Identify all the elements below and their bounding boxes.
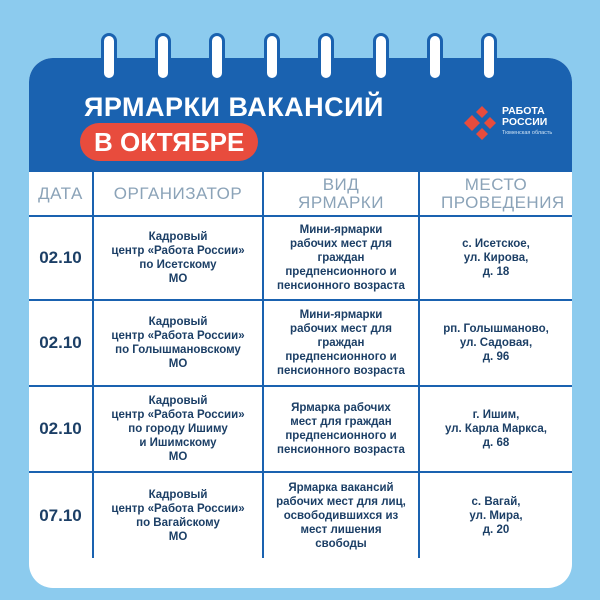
column-header-kind-label: ВИД ЯРМАРКИ [298, 174, 384, 212]
table-row [29, 300, 572, 386]
logo-title-line1: РАБОТА [502, 105, 545, 117]
organizer-cell-line: МО [168, 273, 188, 285]
logo-mark-icon [462, 106, 498, 140]
organizer-cell-line: Кадровый [148, 395, 208, 407]
place-cell-line: ул. Карла Маркса, [444, 423, 547, 435]
binder-ring [318, 33, 334, 81]
organizer-cell-line: по Голышмановскому [115, 344, 241, 356]
place-cell-line: ул. Садовая, [459, 337, 533, 349]
organizer-cell-line: центр «Работа России» [111, 409, 245, 421]
fair-kind-cell-line: Ярмарка рабочих [291, 402, 391, 414]
fair-kind-cell-line: свободы [315, 537, 367, 550]
table-row [29, 216, 572, 300]
binder-ring [373, 33, 389, 81]
binder-ring [209, 33, 225, 81]
fair-kind-cell-line: Мини-ярмарки [299, 309, 383, 321]
date-cell: 07.10 [29, 472, 93, 558]
fair-kind-cell-line: пенсионного возраста [277, 444, 405, 456]
date-cell: 02.10 [29, 216, 93, 300]
fair-kind-cell-line: пенсионного возраста [277, 280, 405, 292]
fair-kind-cell-line: рабочих мест для [290, 323, 392, 335]
organizer-cell-line: Кадровый [148, 316, 208, 328]
fair-kind-cell-line: пенсионного возраста [277, 365, 405, 377]
organizer-cell [93, 216, 263, 300]
page-title: ЯРМАРКИ ВАКАНСИЙ [84, 92, 384, 122]
column-header-place [419, 172, 572, 216]
fair-kind-cell [263, 386, 419, 472]
organizer-cell-line: Кадровый [148, 231, 208, 243]
place-cell [419, 472, 572, 558]
fair-kind-cell-line: освободившихся из [283, 509, 399, 522]
organizer-cell [93, 300, 263, 386]
organizer-cell [93, 472, 263, 558]
organizer-cell-line: МО [168, 530, 188, 543]
place-cell [419, 216, 572, 300]
fair-kind-cell [263, 216, 419, 300]
logo-subtitle: Тюменская область [502, 130, 553, 136]
fair-kind-cell-line: граждан [317, 337, 365, 349]
place-cell [419, 386, 572, 472]
place-cell-line: ул. Кирова, [463, 252, 529, 264]
fair-kind-cell-line: рабочих мест для [290, 238, 392, 250]
organizer-cell [93, 386, 263, 472]
organizer-cell-line: и Ишимскому [139, 437, 217, 449]
column-header-kind [263, 172, 419, 216]
place-cell-line: с. Исетское, [462, 238, 530, 250]
place-cell-line: д. 18 [482, 266, 510, 278]
organizer-cell-line: МО [168, 451, 188, 463]
column-header-place-label: МЕСТО ПРОВЕДЕНИЯ [441, 174, 565, 212]
fair-kind-cell-line: Ярмарка вакансий [288, 481, 394, 494]
binder-ring [481, 33, 497, 81]
binder-ring [155, 33, 171, 81]
fair-kind-cell-line: предпенсионного и [285, 430, 397, 442]
job-fairs-table [29, 172, 572, 588]
place-cell-line: ул. Мира, [469, 509, 523, 522]
binder-ring [427, 33, 443, 81]
place-cell-line: д. 96 [482, 351, 510, 363]
organizer-cell-line: МО [168, 358, 188, 370]
column-header-organizer: ОРГАНИЗАТОР [93, 172, 263, 216]
fair-kind-cell [263, 472, 419, 558]
fair-kind-cell [263, 300, 419, 386]
table-row [29, 386, 572, 472]
binder-ring [264, 33, 280, 81]
date-cell: 02.10 [29, 386, 93, 472]
logo-title-line2: РОССИИ [502, 116, 548, 128]
fair-kind-cell-line: граждан [317, 252, 365, 264]
organizer-cell-line: центр «Работа России» [111, 245, 245, 257]
binder-ring [101, 33, 117, 81]
fair-kind-cell-line: мест лишения [300, 523, 382, 536]
table-row [29, 472, 572, 558]
place-cell [419, 300, 572, 386]
month-badge: В ОКТЯБРЕ [80, 123, 258, 161]
date-cell: 02.10 [29, 300, 93, 386]
place-cell-line: рп. Голышманово, [443, 323, 549, 335]
column-header-date: ДАТА [29, 172, 93, 216]
organizer-cell-line: по Вагайскому [136, 516, 220, 529]
rabota-rossii-logo [462, 102, 562, 142]
fair-kind-cell-line: предпенсионного и [285, 266, 397, 278]
place-cell-line: г. Ишим, [472, 409, 520, 421]
place-cell-line: д. 68 [482, 437, 510, 449]
organizer-cell-line: центр «Работа России» [111, 502, 245, 515]
fair-kind-cell-line: предпенсионного и [285, 351, 397, 363]
fair-kind-cell-line: мест для граждан [290, 416, 392, 428]
organizer-cell-line: центр «Работа России» [111, 330, 245, 342]
fair-kind-cell-line: рабочих мест для лиц, [276, 495, 406, 508]
organizer-cell-line: по городу Ишиму [128, 423, 228, 435]
organizer-cell-line: по Исетскому [139, 259, 217, 271]
organizer-cell-line: Кадровый [148, 488, 208, 501]
fair-kind-cell-line: Мини-ярмарки [299, 224, 383, 236]
place-cell-line: д. 20 [482, 523, 510, 536]
table-header-row [29, 172, 572, 216]
place-cell-line: с. Вагай, [471, 495, 521, 508]
